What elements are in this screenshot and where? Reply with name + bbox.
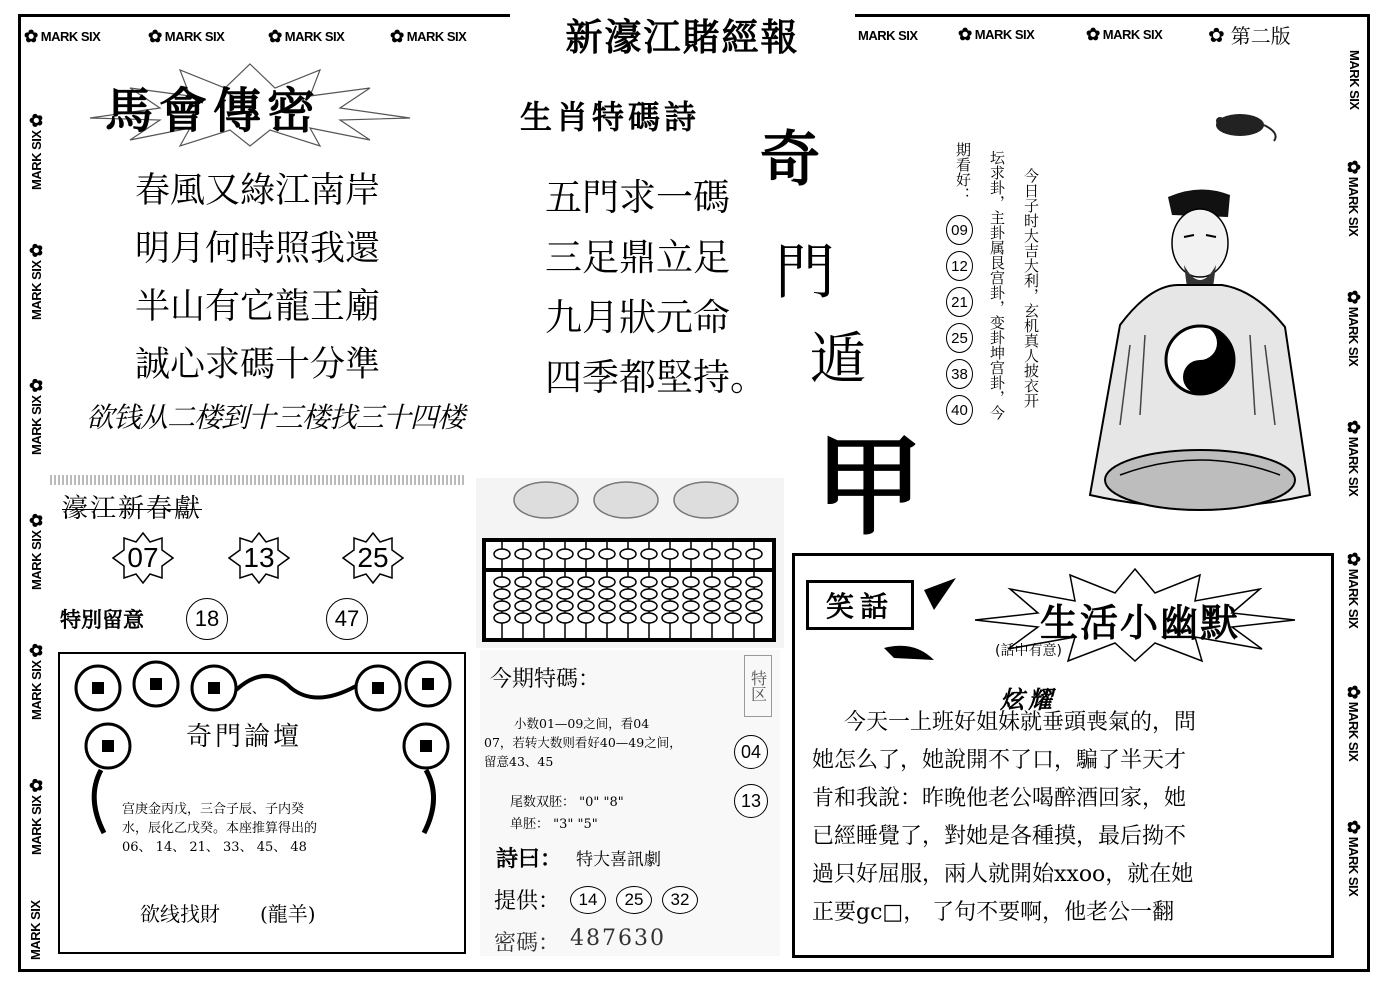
- abacus-bead: [704, 613, 720, 623]
- zodiac-poem-title: 生肖特碼詩: [520, 98, 701, 136]
- abacus-bead: [620, 601, 636, 611]
- abacus-bead: [620, 589, 636, 599]
- provide-number: 25: [616, 886, 652, 914]
- star-number: 25: [357, 542, 389, 573]
- abacus-bead: [641, 601, 657, 611]
- abacus-bead: [704, 577, 720, 587]
- lucky-number: 21: [946, 287, 973, 317]
- this-period-title: 今期特碼：: [490, 667, 601, 692]
- flower-icon: ✿: [148, 27, 162, 46]
- abacus-bead: [536, 613, 552, 623]
- flower-icon: ✿: [27, 243, 46, 258]
- abacus-bead: [683, 549, 699, 559]
- forum-numbers: 06、 14、 21、 33、 45、 48: [122, 840, 307, 855]
- forum-footer-text: 欲线找財: [140, 902, 220, 926]
- abacus-bead: [578, 613, 594, 623]
- abacus-bead: [725, 601, 741, 611]
- abacus-bead: [515, 577, 531, 587]
- abacus-bead: [746, 549, 762, 559]
- flower-icon: ✿: [27, 778, 46, 793]
- story-line: 肯和我說：昨晚他老公喝醉酒回家，她: [812, 786, 1187, 811]
- flower-icon: ✿: [390, 27, 404, 46]
- abacus-bead: [599, 549, 615, 559]
- mark-six-ornament: MARK SIX: [858, 28, 918, 43]
- lucky-number: 40: [946, 395, 973, 425]
- abacus-bead: [704, 549, 720, 559]
- lucky-number: 25: [946, 323, 973, 353]
- poem-line: 春風又綠江南岸: [135, 171, 381, 211]
- poem-value: 特大喜訊劇: [576, 850, 662, 870]
- provide-label: 提供：: [494, 889, 561, 914]
- abacus-bead: [494, 601, 510, 611]
- poem-line: 三足鼎立足: [545, 236, 730, 279]
- abacus-bead: [662, 589, 678, 599]
- flower-icon: ✿: [1344, 552, 1363, 566]
- poem-label: 詩曰：: [496, 846, 563, 872]
- forum-title: 奇門論壇: [186, 722, 303, 752]
- abacus-bead: [704, 589, 720, 599]
- forum-text-line: 宫庚金丙戊，三合子辰、子内癸: [122, 802, 305, 817]
- poem-line: 四季都堅持。: [545, 356, 767, 399]
- forum-footer-tag: (龍羊): [260, 902, 316, 926]
- story-line: 過只好屈服，兩人就開始xxoo，就在她: [812, 862, 1194, 887]
- provide-number: 14: [570, 886, 606, 914]
- special-number: 18: [186, 598, 228, 640]
- side-tag: 特区: [744, 655, 772, 717]
- mark-six-ornament: ✿ MARK SIX: [1344, 290, 1363, 367]
- abacus-bead: [515, 613, 531, 623]
- qimen-char: 甲: [815, 425, 924, 550]
- mark-six-ornament: ✿ MARK SIX: [1344, 160, 1363, 237]
- lucky-number: 12: [946, 251, 973, 281]
- abacus-bead: [536, 589, 552, 599]
- flower-icon: ✿: [1344, 160, 1363, 174]
- abacus-bead: [641, 549, 657, 559]
- side-number: 04: [734, 735, 768, 769]
- flower-icon: ✿: [27, 643, 46, 658]
- abacus-bead: [620, 549, 636, 559]
- qimen-char: 門: [775, 238, 835, 308]
- fortune-text-col: 坛求卦，主卦属艮宫卦，变卦坤宫卦，今: [988, 150, 1006, 420]
- special-number: 47: [326, 598, 368, 640]
- edition-label: [1208, 20, 1291, 49]
- poem-line: 誠心求碼十分準: [135, 345, 381, 385]
- story-line: 已經睡覺了，對她是各種摸，最后拗不: [812, 824, 1187, 849]
- mark-six-ornament: ✿ MARK SIX: [268, 27, 345, 46]
- abacus-bead: [662, 601, 678, 611]
- edition-text: 第二版: [1230, 24, 1291, 48]
- abacus-bead: [641, 577, 657, 587]
- abacus-bead: [725, 589, 741, 599]
- abacus-bead: [599, 613, 615, 623]
- password-row: [494, 926, 666, 957]
- qimen-char: 遁: [810, 327, 866, 392]
- mark-six-ornament: ✿ MARK SIX: [958, 25, 1035, 44]
- story-line: 她怎么了，她說開不了口，騙了半天才: [812, 748, 1187, 773]
- story-line: 今天一上班好姐妹就垂頭喪氣的，問: [844, 710, 1197, 735]
- abacus-bead: [536, 601, 552, 611]
- mark-six-ornament: MARK SIX ✿: [27, 513, 46, 590]
- abacus-bead: [578, 589, 594, 599]
- story-title: 炫耀: [1000, 686, 1056, 714]
- haojiang-title: 濠江新春獻: [62, 494, 203, 524]
- flower-icon: ✿: [1344, 290, 1363, 304]
- forum-text: [122, 800, 317, 857]
- flower-icon: ✿: [24, 27, 38, 46]
- abacus-bead: [578, 577, 594, 587]
- joke-tag: 笑話: [806, 580, 914, 630]
- forum-text-line: 水，辰化乙戊癸。本座推算得出的: [122, 821, 318, 836]
- mark-six-ornament: MARK SIX ✿: [27, 778, 46, 855]
- abacus-bead: [536, 549, 552, 559]
- abacus-bead: [725, 577, 741, 587]
- handwritten-hint: 欲钱从二楼到十三楼找三十四楼: [86, 401, 465, 434]
- abacus-bead: [683, 613, 699, 623]
- abacus-bead: [599, 577, 615, 587]
- mark-six-ornament: ✿ MARK SIX: [390, 27, 467, 46]
- side-number: 13: [734, 784, 768, 818]
- lucky-number: 38: [946, 359, 973, 389]
- abacus-illustration: [476, 478, 784, 648]
- abacus-bead: [620, 577, 636, 587]
- provide-row: [494, 884, 698, 915]
- forum-footer: [140, 898, 316, 927]
- poem-line: 九月狀元命: [545, 296, 730, 339]
- qimen-char: 奇: [760, 125, 820, 195]
- flower-icon: ✿: [958, 25, 972, 44]
- fortune-numbers: [946, 215, 973, 425]
- abacus-bead: [557, 577, 573, 587]
- fortune-text-col: 期看好：: [954, 142, 972, 202]
- abacus-bead: [725, 549, 741, 559]
- divider: [50, 475, 465, 485]
- poem-saying: [496, 842, 661, 873]
- mark-six-ornament: ✿ MARK SIX: [1344, 552, 1363, 629]
- single-label: 单胚：: [510, 817, 550, 832]
- abacus-bead: [494, 589, 510, 599]
- star-number-badge: [112, 532, 174, 584]
- humor-story: [812, 704, 1196, 932]
- flower-icon: ✿: [1208, 22, 1225, 47]
- tail-values: "0" "8": [579, 795, 624, 810]
- mark-six-ornament: ✿ MARK SIX: [1344, 420, 1363, 497]
- abacus-bead: [620, 613, 636, 623]
- abacus-bead: [599, 589, 615, 599]
- zodiac-poem: [545, 168, 767, 408]
- abacus-bead: [557, 549, 573, 559]
- abacus-bead: [557, 613, 573, 623]
- poem-line: 明月何時照我還: [135, 229, 381, 269]
- password-value: 487630: [570, 926, 666, 951]
- abacus-bead: [494, 549, 510, 559]
- star-number-badge: [342, 532, 404, 584]
- star-number: 13: [243, 542, 275, 573]
- poem-line: 半山有它龍王廟: [135, 287, 381, 327]
- star-number: 07: [127, 542, 159, 573]
- star-number-badge: [228, 532, 290, 584]
- desc-line: 07，若转大数则看好40—49之间，: [484, 735, 682, 750]
- flower-icon: ✿: [1086, 25, 1100, 44]
- abacus-bead: [746, 589, 762, 599]
- flower-icon: ✿: [268, 27, 282, 46]
- mark-six-ornament: MARK SIX ✿: [27, 243, 46, 320]
- abacus-bead: [578, 549, 594, 559]
- abacus-bead: [557, 589, 573, 599]
- mark-six-ornament: MARK SIX: [28, 900, 43, 960]
- mark-six-ornament: ✿ MARK SIX: [148, 27, 225, 46]
- story-line: 正要gc□， 了句不要啊，他老公一翻: [812, 900, 1175, 925]
- abacus-bead: [536, 577, 552, 587]
- mark-six-ornament: MARK SIX ✿: [27, 643, 46, 720]
- abacus-bead: [641, 613, 657, 623]
- humor-subtitle: (話中有意): [995, 643, 1062, 659]
- abacus-bead: [725, 613, 741, 623]
- flower-icon: ✿: [27, 513, 46, 528]
- flower-icon: ✿: [1344, 420, 1363, 434]
- flower-icon: ✿: [1344, 820, 1363, 834]
- mark-six-ornament: ✿ MARK SIX: [1086, 25, 1163, 44]
- abacus-bead: [746, 613, 762, 623]
- lucky-number: 09: [946, 215, 973, 245]
- desc-line: 留意43、45: [484, 754, 554, 769]
- provide-number: 32: [662, 886, 698, 914]
- mark-six-ornament: MARK SIX ✿: [27, 113, 46, 190]
- flower-icon: ✿: [27, 113, 46, 128]
- tail-label: 尾数双胚：: [510, 795, 576, 810]
- abacus-bead: [578, 601, 594, 611]
- mark-six-ornament: MARK SIX: [1347, 50, 1362, 110]
- tail-info: [510, 792, 624, 836]
- master-illustration: [1060, 95, 1325, 525]
- special-attention-label: 特別留意: [60, 608, 144, 632]
- abacus-bead: [683, 601, 699, 611]
- abacus-bead: [599, 601, 615, 611]
- abacus-bead: [746, 577, 762, 587]
- horse-secret-poem: [135, 162, 380, 394]
- abacus-bead: [662, 613, 678, 623]
- mark-six-ornament: ✿ MARK SIX: [1344, 820, 1363, 897]
- abacus-bead: [494, 577, 510, 587]
- abacus-bead: [746, 601, 762, 611]
- brush-stroke-decoration: [874, 570, 964, 670]
- mark-six-ornament: ✿ MARK SIX: [24, 27, 101, 46]
- poem-line: 五門求一碼: [545, 176, 730, 219]
- abacus-bead: [662, 577, 678, 587]
- flower-icon: ✿: [27, 378, 46, 393]
- horse-secret-title: 馬會傳密: [105, 83, 322, 139]
- abacus-bead: [515, 601, 531, 611]
- desc-line: 小数01—09之间，看04: [514, 716, 650, 731]
- abacus-bead: [515, 549, 531, 559]
- password-label: 密碼：: [494, 931, 561, 956]
- abacus-bead: [641, 589, 657, 599]
- humor-title: 生活小幽默: [1040, 601, 1241, 645]
- fortune-text-col: 今日子时大吉大利，玄机真人披衣开: [1022, 168, 1040, 408]
- mark-six-ornament: MARK SIX ✿: [27, 378, 46, 455]
- abacus-bead: [557, 601, 573, 611]
- abacus-bead: [683, 589, 699, 599]
- this-period-desc: [484, 714, 682, 771]
- abacus-bead: [683, 577, 699, 587]
- abacus-bead: [515, 589, 531, 599]
- abacus-bead: [704, 601, 720, 611]
- flower-icon: ✿: [1344, 685, 1363, 699]
- abacus-bead: [494, 613, 510, 623]
- abacus-bead: [662, 549, 678, 559]
- single-values: "3" "5": [553, 817, 598, 832]
- newspaper-title: 新濠江賭經報: [510, 10, 855, 58]
- mark-six-ornament: ✿ MARK SIX: [1344, 685, 1363, 762]
